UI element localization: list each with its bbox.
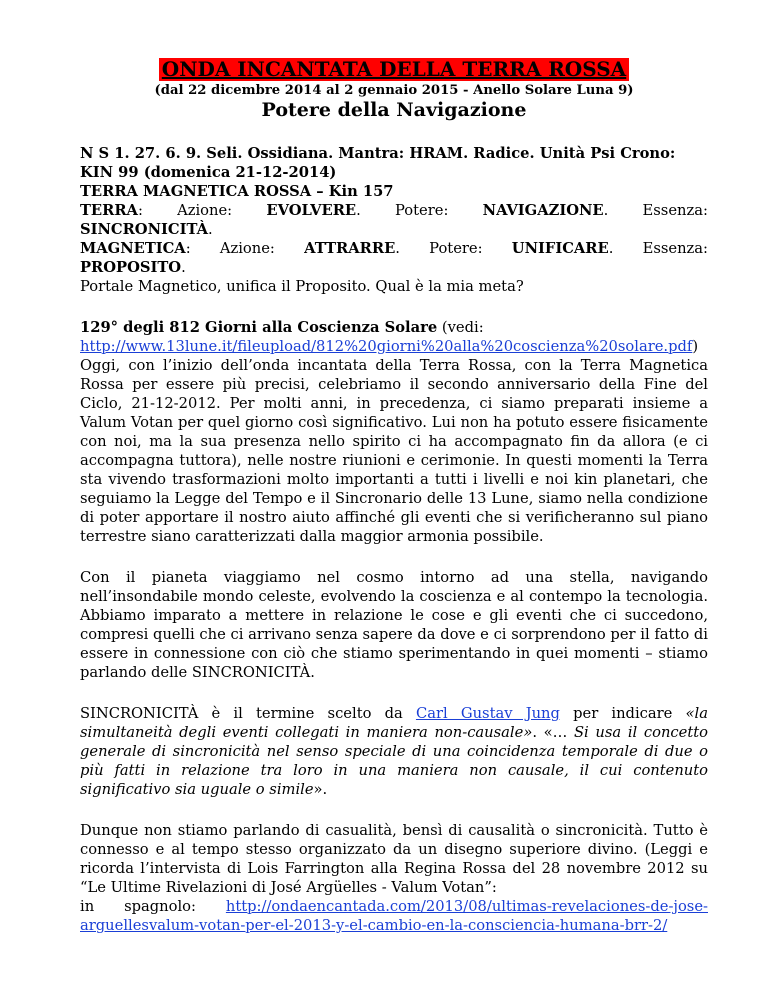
magnetica-potere-value: UNIFICARE — [511, 240, 609, 258]
document-title: ONDA INCANTATA DELLA TERRA ROSSA — [159, 58, 629, 81]
quote-1: «la simultaneità degli eventi collegati in maniera non-causale» — [80, 705, 708, 742]
terra-essenza-value: SINCRONICITÀ — [80, 221, 208, 239]
magnetica-row: MAGNETICA: Azione: ATTRARRE. Potere: UNIFICARE. Essenza: — [80, 240, 708, 258]
kin-line-3: TERRA MAGNETICA ROSSA – Kin 157 — [80, 183, 394, 201]
paragraph-1-close: ) — [692, 338, 699, 356]
paragraph-1 — [80, 318, 708, 546]
paragraph-1-lead: 129° degli 812 Giorni alla Coscienza Solare — [80, 319, 438, 337]
paragraph-4-lang: in spagnolo: — [80, 898, 226, 916]
terra-potere-value: NAVIGAZIONE — [482, 202, 604, 220]
kin-line-1: N S 1. 27. 6. 9. Seli. Ossidiana. Mantra: HRAM. Radice. Unità Psi Crono: — [80, 145, 676, 163]
terra-essenza-label: Essenza: — [642, 202, 708, 220]
paragraph-1-body: Oggi, con l’inizio dell’onda incantata della Terra Rossa, con la Terra Magnetica Rossa per essere più precisi, celebriamo il secondo anniversario della Fine del Ciclo, 21-12-2012. Per molti anni, in precedenza, ci siamo preparati insieme a Valum Votan per quel giorno così significativo. Lui non ha potuto essere fisicamente con noi, ma la sua presenza nello spirito ci ha accompagnato fin da allora (e ci accompagna tuttora), nelle nostre riunioni e cerimonie. In questi momenti la Terra sta vivendo trasformazioni molto importanti a tutti i livelli e noi kin planetari, che seguiamo la Legge del Tempo e il Sincronario delle 13 Lune, siamo nella condizione di poter apportare il nostro aiuto affinché gli eventi che si verificheranno sul piano terrestre siano caratterizzati dalla maggior armonia possibile. — [80, 357, 708, 546]
pdf-link[interactable]: http://www.13lune.it/fileupload/812%20giorni%20alla%20coscienza%20solare.pdf — [80, 338, 693, 356]
magnetica-label: MAGNETICA — [80, 240, 186, 258]
document-subtitle: (dal 22 dicembre 2014 al 2 gennaio 2015 - Anello Solare Luna 9) — [154, 83, 634, 98]
quote-2: Si usa il concetto generale di sincronicità nel senso speciale di una coincidenza temporale di due o più fatti in relazione tra loro in una maniera non causale, il cui contenuto significativo sia uguale o simile — [80, 724, 708, 799]
magnetica-azione-label: Azione: — [219, 240, 275, 258]
paragraph-2: Con il pianeta viaggiamo nel cosmo intorno ad una stella, navigando nell’insondabile mondo celeste, evolvendo la coscienza e al contempo la tecnologia. Abbiamo imparato a mettere in relazione le cose e gli eventi che ci succedono, compresi quelli che ci arrivano senza sapere da dove e ci sorprendono per il fatto di essere in connessione con ciò che stiamo sperimentando in quei momenti – stiamo parlando delle SINCRONICITÀ. — [80, 569, 708, 682]
kin-line-2: KIN 99 (domenica 21-12-2014) — [80, 164, 337, 182]
document-header — [80, 58, 708, 122]
paragraph-3 — [80, 704, 708, 799]
terra-azione-value: EVOLVERE — [266, 202, 357, 220]
paragraph-4-body: Dunque non stiamo parlando di casualità, bensì di causalità o sincronicità. Tutto è connesso e al tempo stesso organizzato da un disegno superiore divino. (Leggi e ricorda l’intervista di Lois Farrington alla Regina Rossa del 28 novembre 2012 su “Le Ultime Rivelazioni di José Argüelles - Valum Votan”: — [80, 822, 708, 897]
paragraph-3-sep: . «… — [532, 724, 574, 742]
ondaencantada-link[interactable]: http://ondaencantada.com/2013/08/ultimas-revelaciones-de-jose-arguellesvalum-votan-per-el-2013-y-el-cambio-en-la-consciencia-humana-brr-2/ — [80, 898, 708, 935]
kin-block: N S 1. 27. 6. 9. Seli. Ossidiana. Mantra: HRAM. Radice. Unità Psi Crono: KIN 99 (domenica 21-12-2014) TERRA MAGNETICA ROSSA – Kin 157 TERRA: Azione: EVOLVERE. Potere: NAVIGAZIONE. Essenza: SINCRONICITÀ. MAGNETICA: Azione: ATTRARRE. Potere: UNIFICARE. Essenza: PROPOSITO. Portale Magnetico, unifica il Proposito. Qual è la mia meta? — [80, 145, 708, 296]
terra-potere-label: Potere: — [395, 202, 449, 220]
paragraph-4 — [80, 821, 708, 935]
terra-row: TERRA: Azione: EVOLVERE. Potere: NAVIGAZIONE. Essenza: — [80, 202, 708, 220]
terra-azione-label: Azione: — [177, 202, 233, 220]
magnetica-essenza-value: PROPOSITO — [80, 259, 182, 277]
document-heading: Potere della Navigazione — [261, 99, 527, 122]
magnetica-azione-value: ATTRARRE — [304, 240, 396, 258]
paragraph-3-end: ». — [313, 781, 328, 799]
magnetica-potere-label: Potere: — [429, 240, 483, 258]
terra-label: TERRA — [80, 202, 138, 220]
jung-link[interactable]: Carl Gustav Jung — [415, 705, 560, 723]
paragraph-1-vedi: (vedi: — [437, 319, 484, 337]
magnetica-essenza-label: Essenza: — [642, 240, 708, 258]
portal-line: Portale Magnetico, unifica il Proposito. Qual è la mia meta? — [80, 278, 524, 296]
paragraph-3-lead: SINCRONICITÀ è il termine scelto da — [80, 705, 416, 723]
paragraph-3-mid: per indicare — [559, 705, 686, 723]
document-page — [80, 58, 708, 935]
